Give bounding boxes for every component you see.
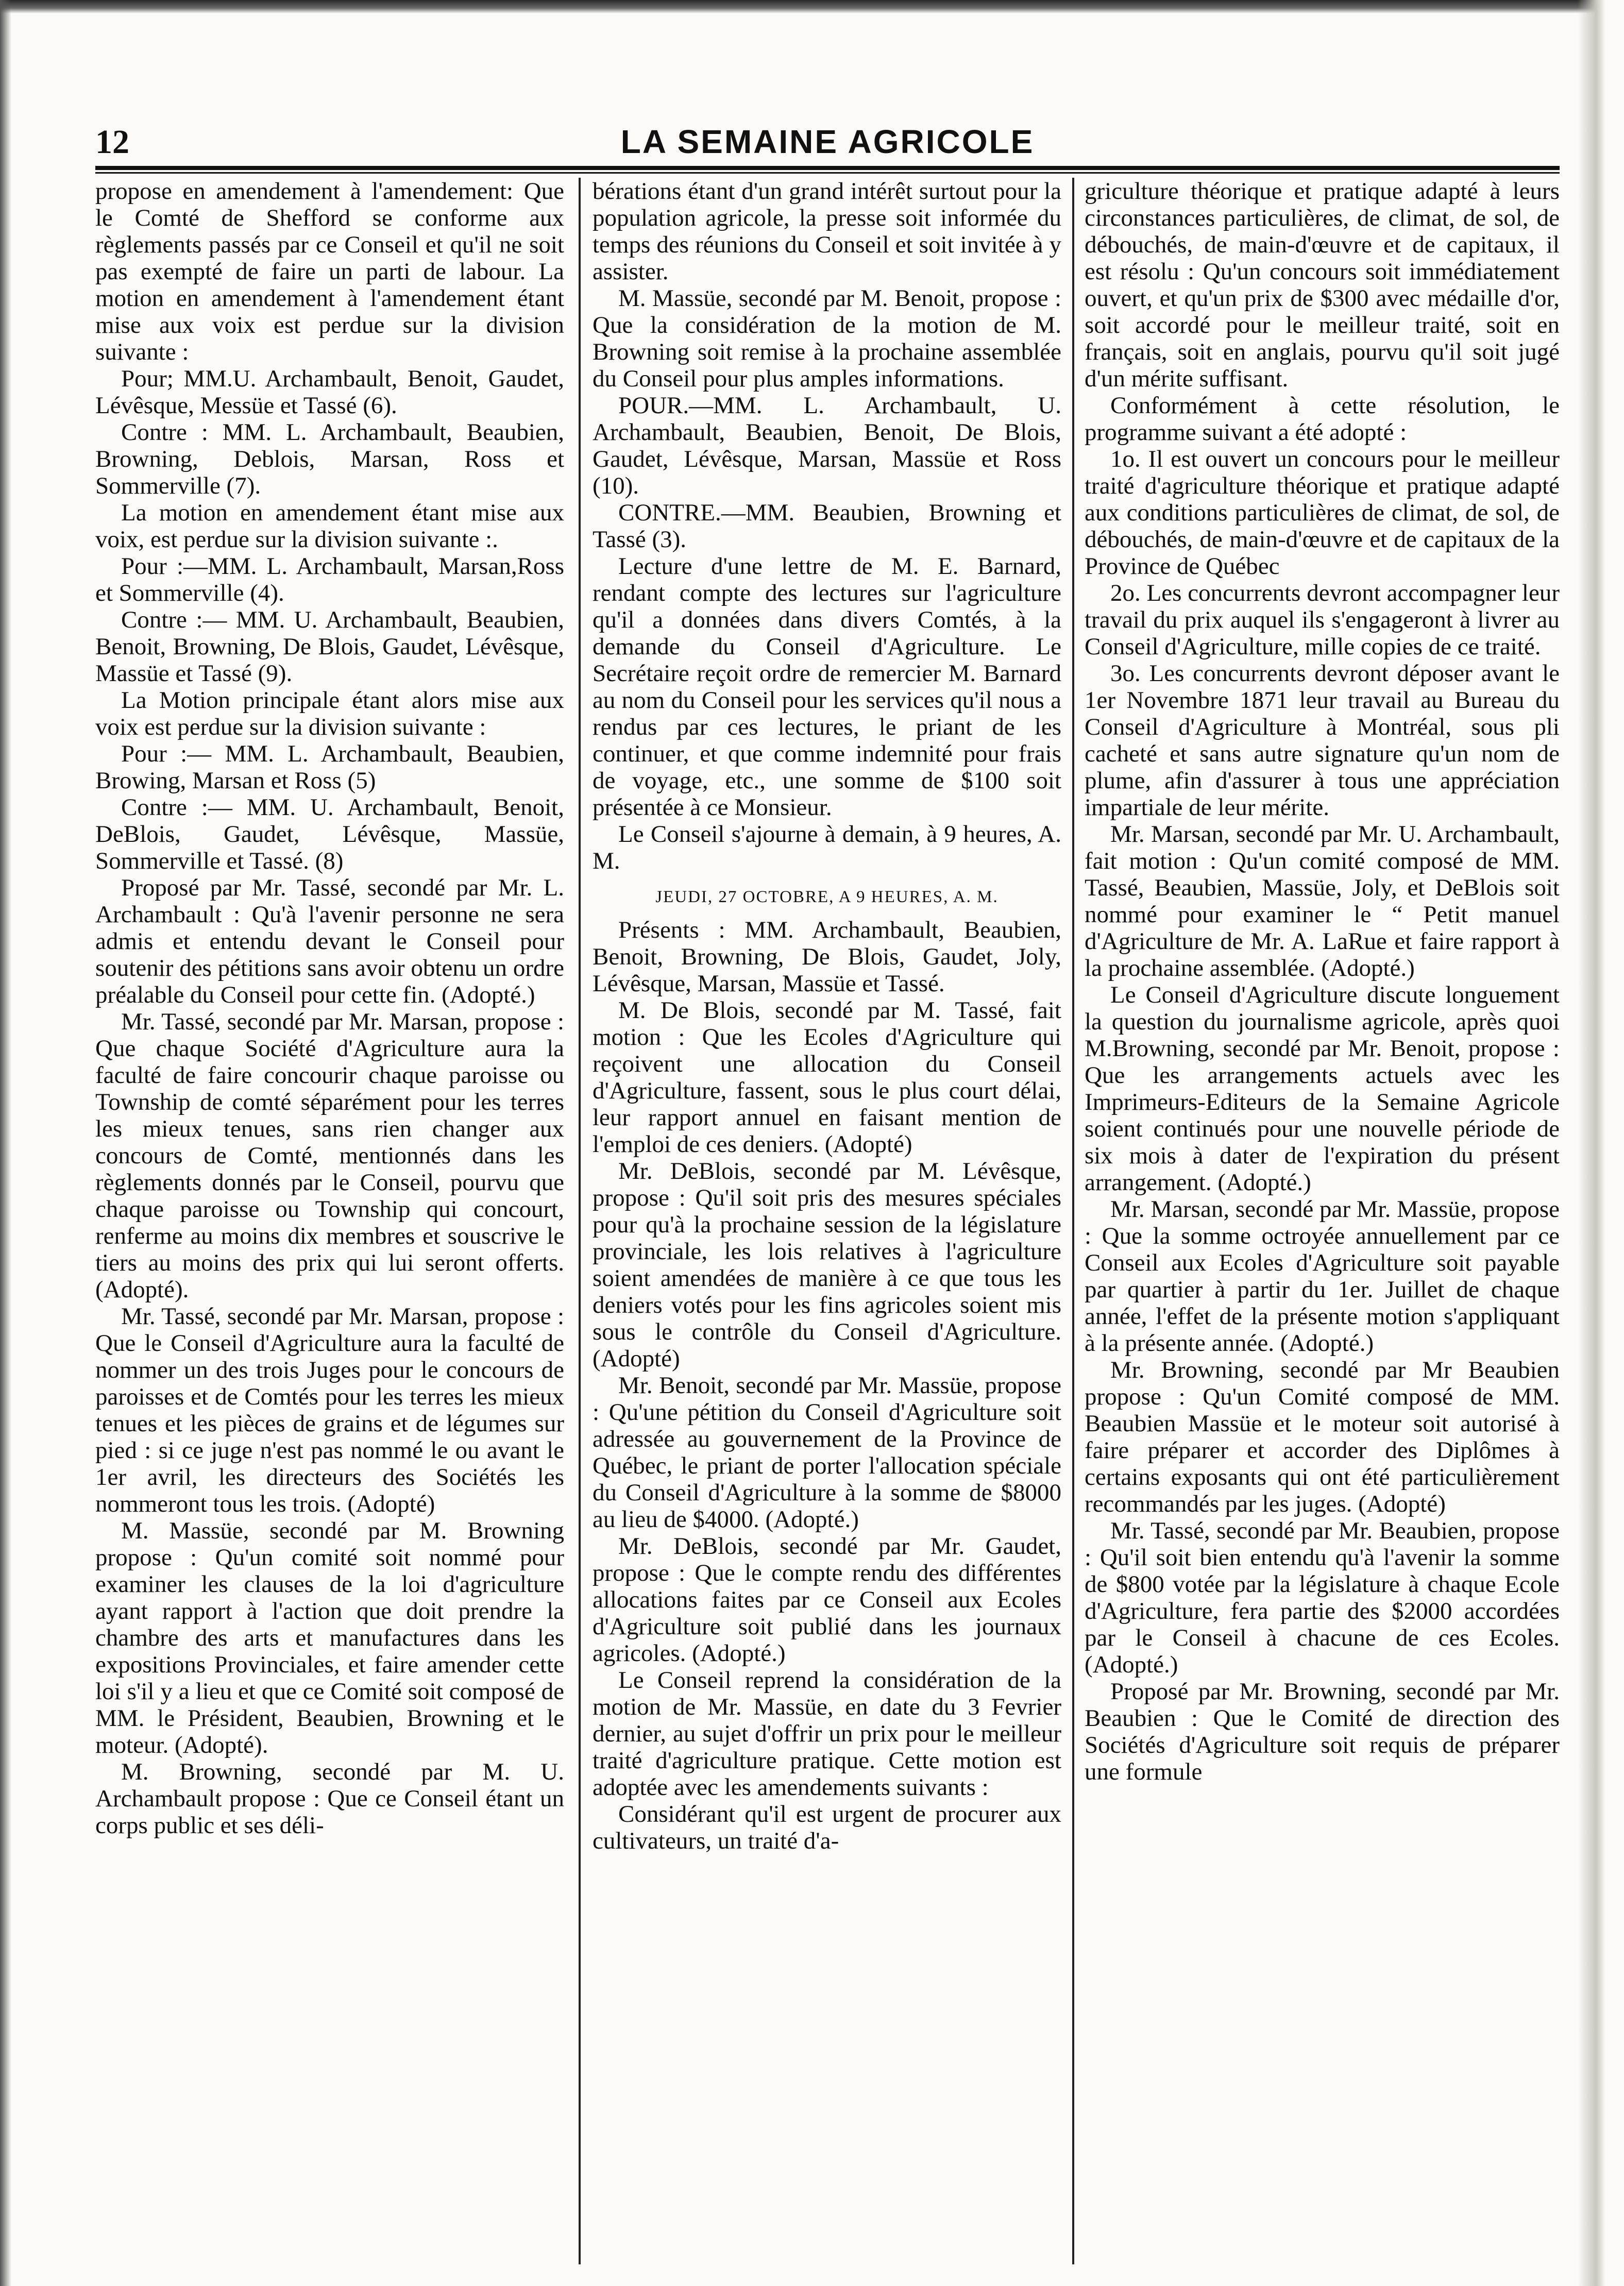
column-3 xyxy=(1085,178,1560,2264)
article-columns xyxy=(95,178,1560,2264)
page-number: 12 xyxy=(95,123,129,161)
paragraph: Mr. Tassé, secondé par Mr. Beaubien, propose : Qu'il soit bien entendu qu'à l'avenir la somme de $800 votée par la législature à chaque Ecole d'Agriculture, fera partie des $2000 accordées par le Conseil à chacune de ces Ecoles. (Adopté.) xyxy=(1085,1517,1560,1678)
paragraph: Conformément à cette résolution, le programme suivant a été adopté : xyxy=(1085,392,1560,446)
paragraph: La Motion principale étant alors mise aux voix est perdue sur la division suivante : xyxy=(95,687,564,740)
paragraph: Mr. Benoit, secondé par Mr. Massüe, propose : Qu'une pétition du Conseil d'Agriculture soit adressée au gouvernement de la Province de Québec, le priant de porter l'allocation spéciale du Conseil d'Agriculture à la somme de $8000 au lieu de $4000. (Adopté.) xyxy=(593,1372,1061,1533)
paragraph: 1o. Il est ouvert un concours pour le meilleur traité d'agriculture théorique et pratique adapté aux conditions particulières de climat, de sol, de débouchés, de main-d'œuvre et de capitaux de la Province de Québec xyxy=(1085,446,1560,580)
running-title: LA SEMAINE AGRICOLE xyxy=(620,123,1035,160)
paragraph: Contre :— MM. U. Archambault, Benoit, DeBlois, Gaudet, Lévêsque, Massüe, Sommerville et Tassé. (8) xyxy=(95,794,564,874)
paragraph: Lecture d'une lettre de M. E. Barnard, rendant compte des lectures sur l'agriculture qu'il a données dans divers Comtés, à la demande du Conseil d'Agriculture. Le Secrétaire reçoit ordre de remercier M. Barnard au nom du Conseil pour les services qu'il nous a rendus par ces lectures, le priant de les continuer, et que comme indemnité pour frais de voyage, etc., une somme de $100 soit présentée à ce Monsieur. xyxy=(593,553,1061,821)
scan-edge-right xyxy=(1578,0,1624,2286)
paragraph: Proposé par Mr. Tassé, secondé par Mr. L. Archambault : Qu'à l'avenir personne ne sera admis et entendu devant le Conseil pour soutenir des pétitions sans avoir obtenu un ordre préalable du Conseil pour cette fin. (Adopté.) xyxy=(95,874,564,1008)
paragraph: M. Massüe, secondé par M. Browning propose : Qu'un comité soit nommé pour examiner les clauses de la loi d'agriculture ayant rapport à l'action que doit prendre la chambre des arts et manufactures dans les expositions Provinciales, et faire amender cette loi s'il y a lieu et que ce Comité soit composé de MM. le Président, Beaubien, Browning et le moteur. (Adopté). xyxy=(95,1517,564,1758)
column-2 xyxy=(593,178,1061,2264)
paragraph: 3o. Les concurrents devront déposer avant le 1er Novembre 1871 leur travail au Bureau du Conseil d'Agriculture à Montréal, sous pli cacheté et sans autre signature qu'un nom de plume, afin d'assurer à tous une appréciation impartiale de leur mérite. xyxy=(1085,660,1560,821)
paragraph: Le Conseil s'ajourne à demain, à 9 heures, A. M. xyxy=(593,821,1061,874)
paragraph: Mr. Browning, secondé par Mr Beaubien propose : Qu'un Comité composé de MM. Beaubien Massüe et le moteur soit autorisé à faire préparer et accorder des Diplômes à certains exposants qui ont été particulièrement recommandés par les juges. (Adopté) xyxy=(1085,1357,1560,1517)
paragraph: Considérant qu'il est urgent de procurer aux cultivateurs, un traité d'a- xyxy=(593,1801,1061,1854)
page-header xyxy=(95,123,1560,164)
paragraph: Mr. DeBlois, secondé par Mr. Gaudet, propose : Que le compte rendu des différentes allocations faites par ce Conseil aux Ecoles d'Agriculture soit publié dans les journaux agricoles. (Adopté.) xyxy=(593,1533,1061,1667)
paragraph: Le Conseil reprend la considération de la motion de Mr. Massüe, en date du 3 Fevrier dernier, au sujet d'offrir un prix pour le meilleur traité d'agriculture pratique. Cette motion est adoptée avec les amendements suivants : xyxy=(593,1667,1061,1801)
paragraph: Le Conseil d'Agriculture discute longuement la question du journalisme agricole, après quoi M.Browning, secondé par Mr. Benoit, propose : Que les arrangements actuels avec les Imprimeurs-Editeurs de la Semaine Agricole soient continués pour une nouvelle période de six mois à dater de l'expiration du présent arrangement. (Adopté.) xyxy=(1085,981,1560,1196)
scan-edge-top xyxy=(0,0,1624,13)
paragraph: Contre :— MM. U. Archambault, Beaubien, Benoit, Browning, De Blois, Gaudet, Lévêsque, Massüe et Tassé (9). xyxy=(95,606,564,687)
paragraph: M. Massüe, secondé par M. Benoit, propose : Que la considération de la motion de M. Browning soit remise à la prochaine assemblée du Conseil pour plus amples informations. xyxy=(593,285,1061,392)
header-rule-thick xyxy=(95,166,1560,170)
paragraph: 2o. Les concurrents devront accompagner leur travail du prix auquel ils s'engageront à livrer au Conseil d'Agriculture, mille copies de ce traité. xyxy=(1085,580,1560,660)
scan-edge-left xyxy=(0,0,11,2286)
paragraph: Mr. Marsan, secondé par Mr. Massüe, propose : Que la somme octroyée annuellement par ce Conseil aux Ecoles d'Agriculture soit payable par quartier à partir du 1er. Juillet de chaque année, l'effet de la présente motion s'appliquant à la présente année. (Adopté.) xyxy=(1085,1196,1560,1357)
paragraph: Proposé par Mr. Browning, secondé par Mr. Beaubien : Que le Comité de direction des Sociétés d'Agriculture soit requis de préparer une formule xyxy=(1085,1678,1560,1785)
paragraph: M. Browning, secondé par M. U. Archambault propose : Que ce Conseil étant un corps public et ses déli- xyxy=(95,1758,564,1839)
paragraph: griculture théorique et pratique adapté à leurs circonstances particulières, de climat, de sol, de débouchés, de main-d'œuvre et de capitaux, il est résolu : Qu'un concours soit immédiatement ouvert, et qu'un prix de $300 avec médaille d'or, soit accordé pour le meilleur traité, soit en français, soit en anglais, pourvu qu'il soit jugé d'un mérite suffisant. xyxy=(1085,178,1560,392)
paragraph: M. De Blois, secondé par M. Tassé, fait motion : Que les Ecoles d'Agriculture qui reçoivent une allocation du Conseil d'Agriculture, fassent, sous le plus court délai, leur rapport annuel en faisant mention de l'emploi de ces deniers. (Adopté) xyxy=(593,997,1061,1158)
paragraph: bérations étant d'un grand intérêt surtout pour la population agricole, la presse soit informée du temps des réunions du Conseil et soit invitée à y assister. xyxy=(593,178,1061,285)
paragraph: Contre : MM. L. Archambault, Beaubien, Browning, Deblois, Marsan, Ross et Sommerville (7). xyxy=(95,419,564,499)
paragraph: Mr. Tassé, secondé par Mr. Marsan, propose : Que le Conseil d'Agriculture aura la faculté de nommer un des trois Juges pour le concours de paroisses et de Comtés pour les terres les mieux tenues et les pièces de grains et de légumes sur pied : si ce juge n'est pas nommé le ou avant le 1er avril, les directeurs des Sociétés les nommeront tous les trois. (Adopté) xyxy=(95,1303,564,1517)
paragraph: CONTRE.—MM. Beaubien, Browning et Tassé (3). xyxy=(593,499,1061,553)
column-divider xyxy=(579,178,581,2264)
header-rule-thin xyxy=(95,172,1560,174)
paragraph: Mr. DeBlois, secondé par M. Lévêsque, propose : Qu'il soit pris des mesures spéciales pour qu'à la prochaine session de la législature provinciale, les lois relatives à l'agriculture soient amendées de manière à ce que tous les deniers votés pour les fins agricoles soient mis sous le contrôle du Conseil d'Agriculture. (Adopté) xyxy=(593,1158,1061,1372)
paragraph: Pour; MM.U. Archambault, Benoit, Gaudet, Lévêsque, Messüe et Tassé (6). xyxy=(95,365,564,419)
paragraph: POUR.—MM. L. Archambault, U. Archambault, Beaubien, Benoit, De Blois, Gaudet, Lévêsque, Marsan, Massüe et Ross (10). xyxy=(593,392,1061,499)
paragraph: Pour :—MM. L. Archambault, Marsan,Ross et Sommerville (4). xyxy=(95,553,564,606)
paragraph: Mr. Tassé, secondé par Mr. Marsan, propose : Que chaque Société d'Agriculture aura la faculté de faire concourir chaque paroisse ou Township de comté séparément pour les terres les mieux tenues, sans rien changer aux concours de Comté, mentionnés dans les règlements donnés par le Conseil, pourvu que chaque paroisse ou Township qui concourt, renferme au moins dix membres et souscrive le tiers au moins des prix qui lui seront offerts. (Adopté). xyxy=(95,1008,564,1303)
session-date-heading: JEUDI, 27 OCTOBRE, A 9 HEURES, A. M. xyxy=(655,888,999,906)
paragraph: Mr. Marsan, secondé par Mr. U. Archambault, fait motion : Qu'un comité composé de MM. Tassé, Beaubien, Massüe, Joly, et DeBlois soit nommé pour examiner le “ Petit manuel d'Agriculture de Mr. A. LaRue et faire rapport à la prochaine assemblée. (Adopté.) xyxy=(1085,821,1560,981)
paragraph: propose en amendement à l'amendement: Que le Comté de Shefford se conforme aux règlements passés par ce Conseil et qu'il ne soit pas exempté de faire un parti de labour. La motion en amendement à l'amendement étant mise aux voix est perdue sur la division suivante : xyxy=(95,178,564,365)
column-1 xyxy=(95,178,564,2264)
column-divider xyxy=(1072,178,1074,2264)
paragraph: Pour :— MM. L. Archambault, Beaubien, Browing, Marsan et Ross (5) xyxy=(95,740,564,794)
paragraph: La motion en amendement étant mise aux voix, est perdue sur la division suivante :. xyxy=(95,499,564,553)
paragraph: Présents : MM. Archambault, Beaubien, Benoit, Browning, De Blois, Gaudet, Joly, Lévêsque, Marsan, Massüe et Tassé. xyxy=(593,917,1061,997)
